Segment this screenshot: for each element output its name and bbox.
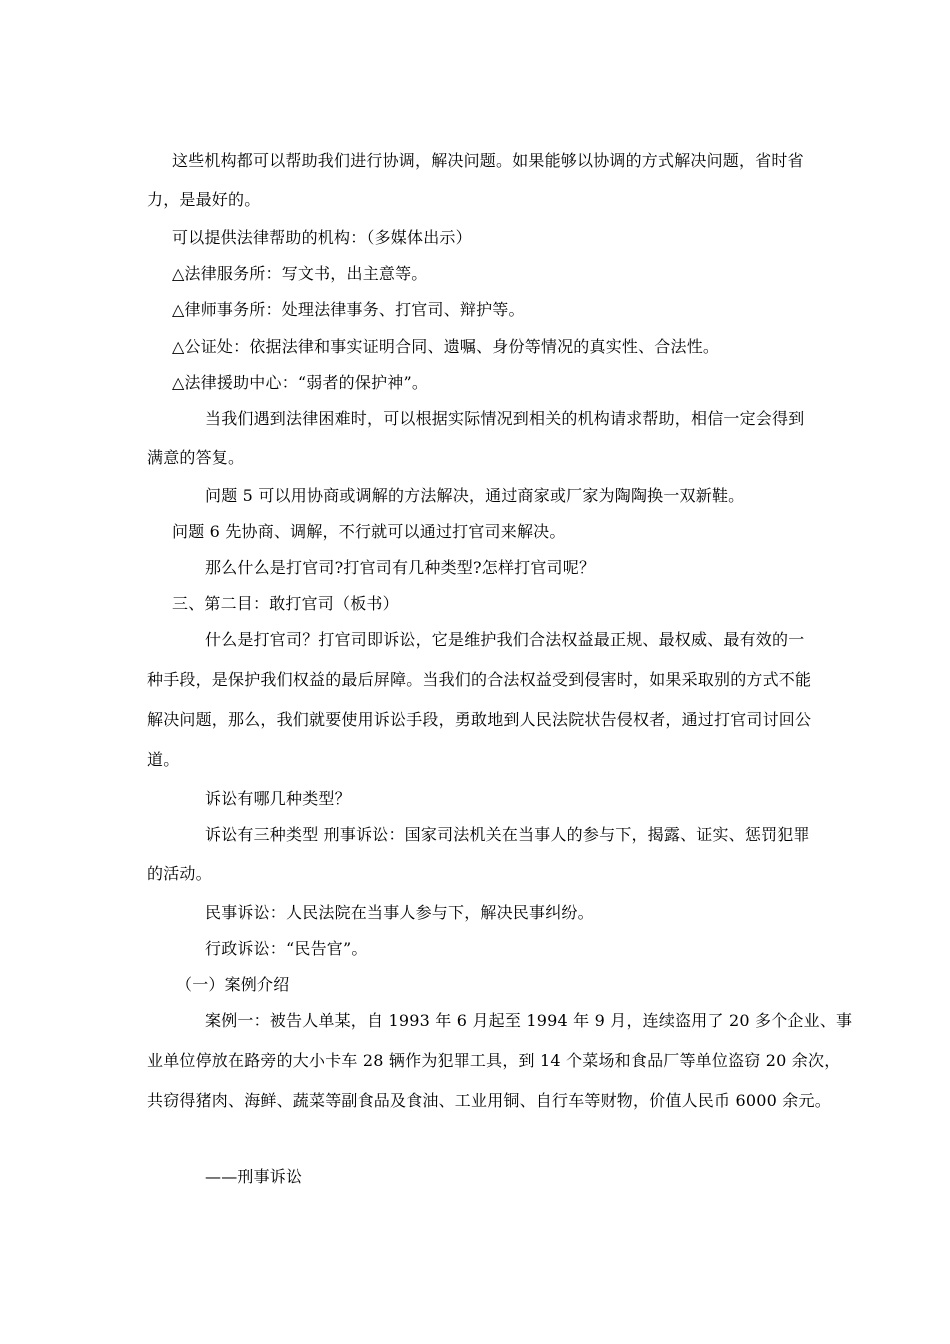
paragraph-line: 力，是最好的。 (147, 190, 261, 209)
paragraph-line: 种手段，是保护我们权益的最后屏障。当我们的合法权益受到侵害时，如果采取别的方式不能 (147, 670, 812, 689)
paragraph-line: 这些机构都可以帮助我们进行协调，解决问题。如果能够以协调的方式解决问题，省时省 (172, 151, 804, 170)
paragraph-line: 道。 (147, 750, 180, 769)
section-heading: （一）案例介绍 (176, 975, 290, 994)
list-item: △法律服务所：写文书，出主意等。 (172, 264, 428, 283)
paragraph-line: 满意的答复。 (147, 448, 245, 467)
list-item: △律师事务所：处理法律事务、打官司、辩护等。 (172, 300, 525, 319)
paragraph-line: 那么什么是打官司?打官司有几种类型?怎样打官司呢？ (205, 558, 596, 577)
section-heading: 三、第二目：敢打官司（板书） (172, 594, 399, 613)
list-item: △公证处：依据法律和事实证明合同、遗嘱、身份等情况的真实性、合法性。 (172, 337, 720, 356)
paragraph-line: 业单位停放在路旁的大小卡车 28 辆作为犯罪工具，到 14 个菜场和食品厂等单位盗窃 20 余次， (147, 1051, 841, 1070)
paragraph-line: 诉讼有哪几种类型？ (205, 789, 351, 808)
paragraph-line: 什么是打官司？打官司即诉讼，它是维护我们合法权益最正规、最权威、最有效的一 (205, 630, 805, 649)
paragraph-line: 当我们遇到法律困难时，可以根据实际情况到相关的机构请求帮助，相信一定会得到 (205, 409, 805, 428)
paragraph-line: 行政诉讼：“民告官”。 (205, 939, 368, 958)
paragraph-line: 案例一：被告人单某，自 1993 年 6 月起至 1994 年 9 月，连续盗用了 20 多个企业、事 (205, 1011, 853, 1030)
paragraph-line: 共窃得猪肉、海鲜、蔬菜等副食品及食油、工业用铜、自行车等财物，价值人民币 6000 余元。 (147, 1091, 831, 1110)
paragraph-line: 可以提供法律帮助的机构：（多媒体出示） (172, 228, 472, 247)
case-caption: ——刑事诉讼 (205, 1167, 303, 1186)
paragraph-line: 解决问题，那么，我们就要使用诉讼手段，勇敢地到人民法院状告侵权者，通过打官司讨回公 (147, 710, 812, 729)
list-item: △法律援助中心：“弱者的保护神”。 (172, 373, 429, 392)
paragraph-line: 的活动。 (147, 864, 212, 883)
paragraph-line: 民事诉讼：人民法院在当事人参与下，解决民事纠纷。 (205, 903, 594, 922)
paragraph-line: 问题 5 可以用协商或调解的方法解决，通过商家或厂家为陶陶换一双新鞋。 (205, 486, 745, 505)
paragraph-line: 问题 6 先协商、调解，不行就可以通过打官司来解决。 (172, 522, 566, 541)
paragraph-line: 诉讼有三种类型 刑事诉讼：国家司法机关在当事人的参与下，揭露、证实、惩罚犯罪 (205, 825, 810, 844)
